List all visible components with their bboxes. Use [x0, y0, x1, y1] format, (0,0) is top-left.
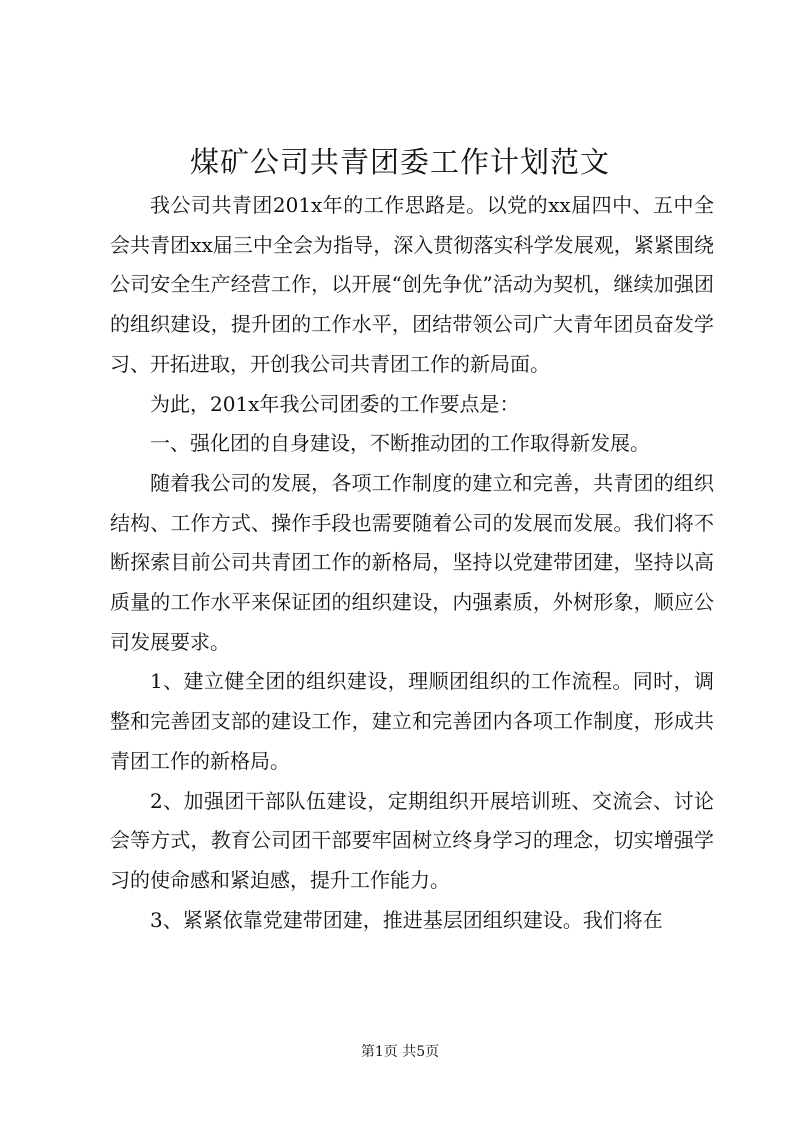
list-item: 1、建立健全团的组织建设，理顺团组织的工作流程。同时，调整和完善团支部的建设工作，建立和完善团内各项工作制度，形成共青团工作的新格局。 [110, 669, 714, 773]
body-paragraph: 为此，201x年我公司团委的工作要点是： [150, 391, 520, 416]
section-heading: 一、强化团的自身建设，不断推动团的工作取得新发展。 [150, 431, 650, 456]
body-paragraph: 随着我公司的发展，各项工作制度的建立和完善，共青团的组织结构、工作方式、操作手段也需要随着公司的发展而发展。我们将不断探索目前公司共青团工作的新格局，坚持以党建带团建，坚持以高质量的工作水平来保证团的组织建设，内强素质，外树形象，顺应公司发展要求。 [110, 470, 714, 654]
page-number: 第1页 共5页 [360, 1044, 440, 1060]
body-paragraph: 我公司共青团201x年的工作思路是。以党的xx届四中、五中全会共青团xx届三中全会为指导，深入贯彻落实科学发展观，紧紧围绕公司安全生产经营工作，以开展“创先争优”活动为契机，继续加强团的组织建设，提升团的工作水平，团结带领公司广大青年团员奋发学习、开拓进取，开创我公司共青团工作的新局面。 [110, 193, 714, 376]
list-item: 3、紧紧依靠党建带团建，推进基层团组织建设。我们将在 [150, 907, 663, 932]
document-body [110, 186, 714, 940]
list-item: 2、加强团干部队伍建设，定期组织开展培训班、交流会、讨论会等方式，教育公司团干部要牢固树立终身学习的理念，切实增强学习的使命感和紧迫感，提升工作能力。 [110, 788, 714, 892]
document-title: 煤矿公司共青团委工作计划范文 [189, 145, 610, 179]
